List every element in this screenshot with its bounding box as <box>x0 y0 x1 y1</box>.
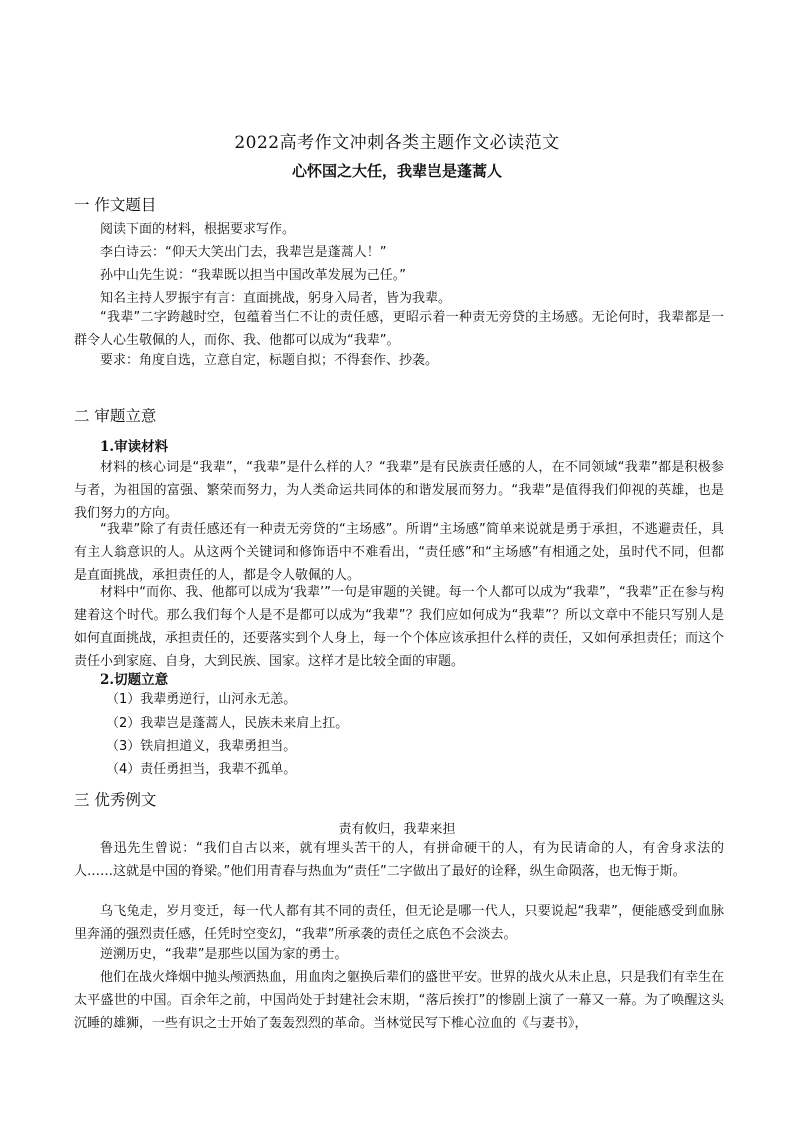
section-heading-prompt: 一 作文题目 <box>74 196 157 214</box>
section-heading-essay: 三 优秀例文 <box>74 791 157 809</box>
essay-paragraph: 他们在战火烽烟中抛头颅洒热血，用血肉之躯换后辈们的盛世平安。世界的战火从未止息，只是我们有幸生在太平盛世的中国。百余年之前，中国尚处于封建社会末期，“落后挨打”的惨剧上演了一幕又一幕。为了唤醒这头沉睡的雄狮，一些有识之士开始了轰轰烈烈的革命。当林觉民写下椎心泣血的《与妻书》， <box>74 970 725 1031</box>
prompt-paragraph: “我辈”二字跨越时空，包蕴着当仁不让的责任感，更昭示着一种责无旁贷的主场感。无论何时，我辈都是一群令人心生敬佩的人，而你、我、他都可以成为“我辈”。 <box>74 310 724 348</box>
section-heading-analysis: 二 审题立意 <box>74 407 157 425</box>
analysis-paragraph: “我辈”除了有责任感还有一种责无旁贷的“主场感”。所谓“主场感”简单来说就是勇于承担，不逃避责任，具有主人翁意识的人。从这两个关键词和修饰语中不难看出，“责任感”和“主场感”有相通之处，虽时代不同，但都是直面挑战，承担责任的人，都是令人敬佩的人。 <box>74 522 724 583</box>
prompt-line: 孙中山先生说：“我辈既以担当中国改革发展为己任。” <box>100 268 406 283</box>
subheading-theme: 2.切题立意 <box>100 672 169 688</box>
prompt-requirement: 要求：角度自选，立意自定，标题自拟；不得套作、抄袭。 <box>100 353 439 368</box>
prompt-line: 阅读下面的材料，根据要求写作。 <box>100 222 296 237</box>
essay-title: 责有攸归，我辈来担 <box>338 822 456 837</box>
theme-item: （2）我辈岂是蓬蒿人，民族未来肩上扛。 <box>106 716 349 731</box>
subheading-material: 1.审读材料 <box>100 439 169 455</box>
analysis-paragraph: 材料的核心词是“我辈”，“我辈”是什么样的人？“我辈”是有民族责任感的人，在不同领域“我辈”都是积极参与者，为祖国的富强、繁荣而努力，为人类命运共同体的和谐发展而努力。“我辈”是值得我们仰视的英雄，也是我们努力的方向。 <box>74 460 724 521</box>
essay-paragraph: 鲁迅先生曾说：“我们自古以来，就有埋头苦干的人，有拼命硬干的人，有为民请命的人，有舍身求法的人……这就是中国的脊梁。”他们用青春与热血为“责任”二字做出了最好的诠释，纵生命陨落，也无悔于斯。 <box>74 841 724 879</box>
theme-item: （1）我辈勇逆行，山河永无恙。 <box>106 692 297 707</box>
document-subtitle: 心怀国之大任，我辈岂是蓬蒿人 <box>291 162 502 180</box>
theme-item: （4）责任勇担当，我辈不孤单。 <box>106 762 297 777</box>
essay-paragraph: 乌飞兔走，岁月变迁，每一代人都有其不同的责任，但无论是哪一代人，只要说起“我辈”，便能感受到血脉里奔涌的强烈责任感，任凭时空变幻，“我辈”所承袭的责任之底色不会淡去。 <box>74 904 724 942</box>
document-title: 2022高考作文冲刺各类主题作文必读范文 <box>234 133 560 153</box>
theme-item: （3）铁肩担道义，我辈勇担当。 <box>106 739 297 754</box>
prompt-line: 李白诗云：“仰天大笑出门去，我辈岂是蓬蒿人！” <box>100 245 387 260</box>
essay-paragraph: 逆溯历史，“我辈”是那些以国为家的勇士。 <box>100 947 348 962</box>
prompt-line: 知名主持人罗振宇有言：直面挑战，躬身入局者，皆为我辈。 <box>100 291 452 306</box>
analysis-paragraph: 材料中“而你、我、他都可以成为‘我辈’”一句是审题的关键。每一个人都可以成为“我辈”，“我辈”正在参与构建着这个时代。那么我们每个人是不是都可以成为“我辈”？我们应如何成为“我辈”？所以文章中不能只写别人是如何直面挑战，承担责任的，还要落实到个人身上，每一个个体应该承担什么样的责任，又如何承担责任；而这个责任小到家庭、自身，大到民族、国家。这样才是比较全面的审题。 <box>74 585 725 669</box>
